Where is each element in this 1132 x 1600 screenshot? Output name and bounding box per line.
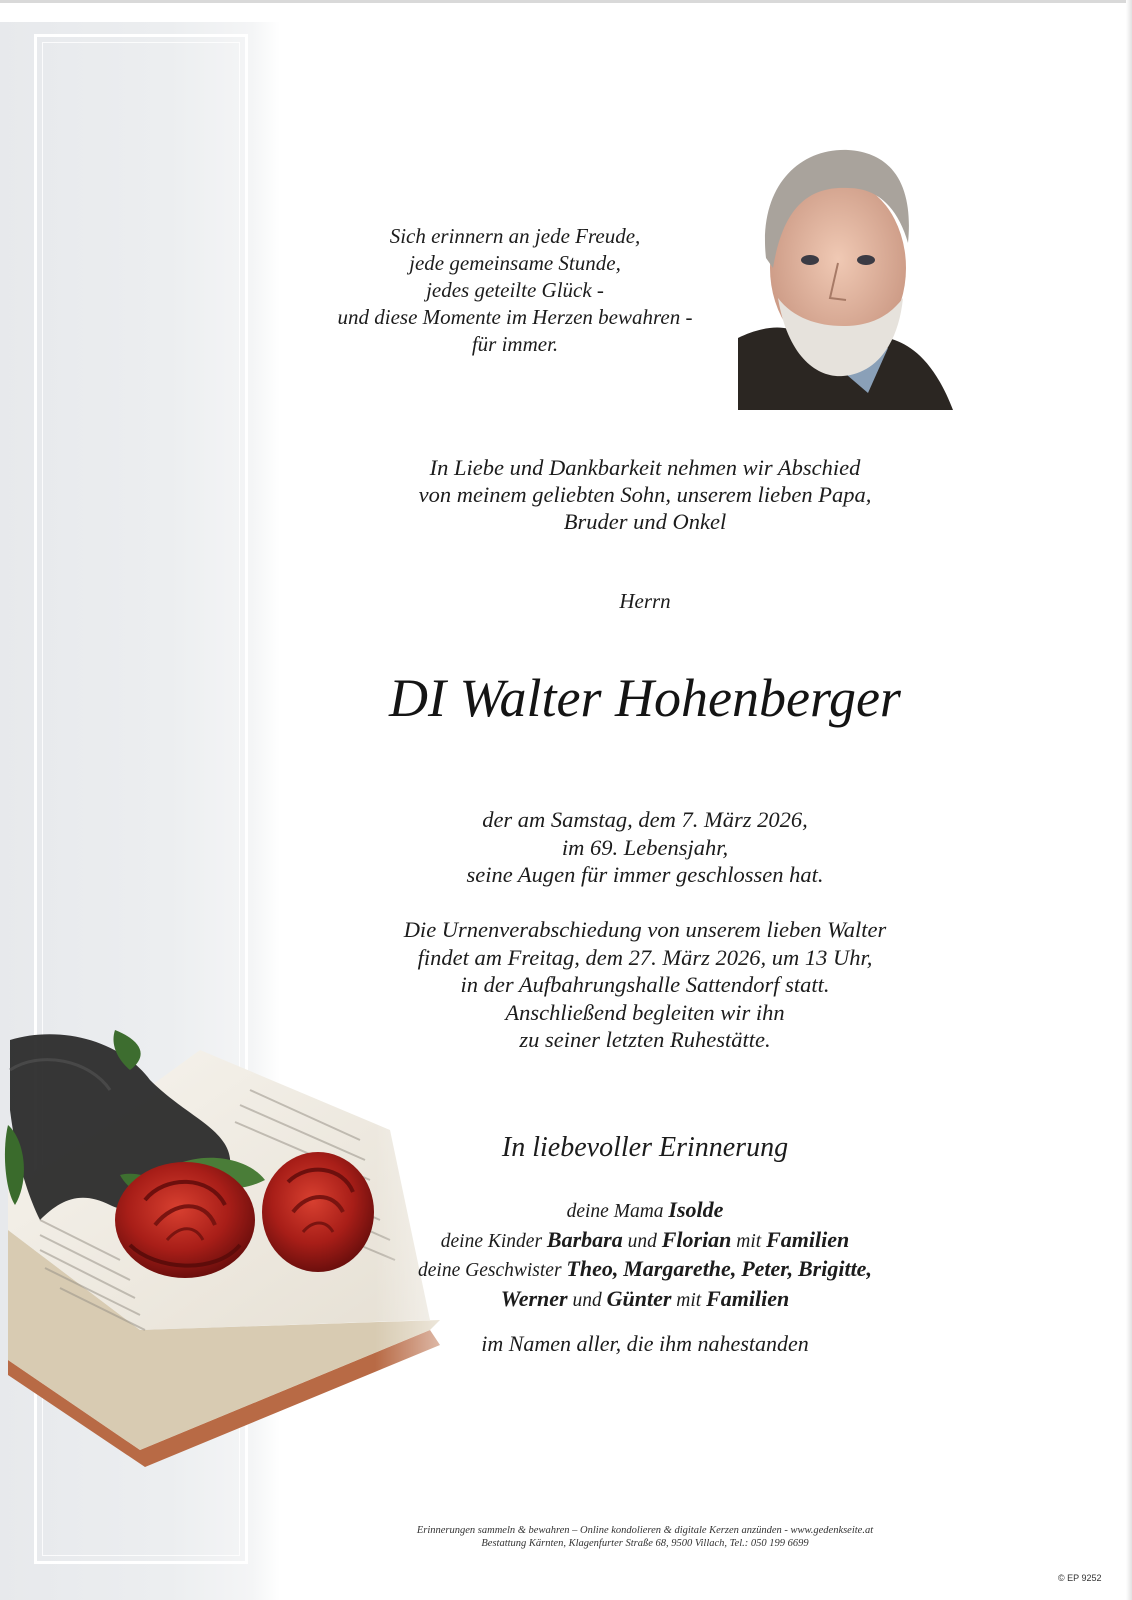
family-line-mother bbox=[340, 1196, 950, 1226]
family-member-name: Brigitte bbox=[798, 1256, 867, 1281]
footer bbox=[330, 1524, 960, 1550]
family-connector: und bbox=[572, 1289, 602, 1311]
farewell-intro bbox=[330, 454, 960, 535]
footer-line: Bestattung Kärnten, Klagenfurter Straße 68, 9500 Villach, Tel.: 050 199 6699 bbox=[481, 1538, 809, 1549]
family-separator: , bbox=[612, 1256, 619, 1281]
family-prefix: deine Kinder bbox=[440, 1230, 543, 1252]
poem-line: für immer. bbox=[471, 332, 559, 356]
family-member-name: Barbara bbox=[546, 1226, 623, 1252]
family-prefix: deine Geschwister bbox=[418, 1260, 562, 1281]
death-line: der am Samstag, dem 7. März 2026, bbox=[482, 807, 808, 832]
family-list bbox=[340, 1196, 950, 1314]
death-line: seine Augen für immer geschlossen hat. bbox=[466, 862, 824, 887]
death-notice bbox=[330, 806, 960, 889]
portrait-photo bbox=[738, 148, 958, 410]
family-member-name: Peter bbox=[741, 1256, 788, 1281]
family-connector: und bbox=[627, 1230, 657, 1252]
poem-line: und diese Momente im Herzen bewahren - bbox=[337, 305, 693, 329]
intro-line: In Liebe und Dankbarkeit nehmen wir Abschied bbox=[429, 455, 861, 480]
funeral-notice bbox=[330, 916, 960, 1054]
memory-heading: In liebevoller Erinnerung bbox=[501, 1132, 789, 1163]
family-connector: mit bbox=[736, 1230, 762, 1252]
family-separator: , bbox=[730, 1256, 737, 1281]
funeral-line: zu seiner letzten Ruhestätte. bbox=[519, 1027, 771, 1052]
signoff: im Namen aller, die ihm nahestanden bbox=[481, 1331, 809, 1356]
funeral-line: in der Aufbahrungshalle Sattendorf statt. bbox=[460, 972, 830, 997]
family-member-name: Isolde bbox=[668, 1197, 724, 1222]
family-separator: , bbox=[787, 1256, 794, 1281]
family-member-name: Theo bbox=[566, 1256, 613, 1281]
family-member-name: Werner bbox=[500, 1285, 568, 1311]
funeral-line: Die Urnenverabschiedung von unserem lieben Walter bbox=[403, 917, 887, 942]
ep-code: © EP 9252 bbox=[1058, 1573, 1102, 1583]
poem-line: jedes geteilte Glück - bbox=[426, 278, 604, 302]
family-prefix: deine Mama bbox=[566, 1201, 664, 1222]
family-member-name: Familien bbox=[706, 1285, 790, 1311]
funeral-line: Anschließend begleiten wir ihn bbox=[505, 999, 785, 1025]
scan-edge bbox=[0, 0, 1132, 3]
family-member-name: Familien bbox=[766, 1226, 850, 1252]
intro-line: Bruder und Onkel bbox=[563, 509, 727, 534]
salutation: Herrn bbox=[619, 589, 671, 613]
family-line-children bbox=[340, 1226, 950, 1256]
death-line: im 69. Lebensjahr, bbox=[561, 834, 729, 860]
family-line-siblings-cont bbox=[340, 1285, 950, 1315]
footer-line: Erinnerungen sammeln & bewahren – Online kondolieren & digitale Kerzen anzünden - www.gedenkseite.at bbox=[416, 1525, 874, 1536]
scan-edge-right bbox=[1126, 0, 1132, 1600]
family-separator: , bbox=[866, 1256, 872, 1281]
poem bbox=[300, 223, 730, 358]
family-member-name: Florian bbox=[661, 1226, 732, 1252]
intro-line: von meinem geliebten Sohn, unserem lieben Papa, bbox=[418, 482, 872, 507]
family-member-name: Margarethe bbox=[623, 1256, 731, 1281]
deceased-name: DI Walter Hohenberger bbox=[389, 668, 901, 728]
family-member-name: Günter bbox=[606, 1285, 672, 1311]
family-line-siblings bbox=[340, 1255, 950, 1285]
funeral-line: findet am Freitag, dem 27. März 2026, um 13 Uhr, bbox=[417, 944, 873, 970]
poem-line: jede gemeinsame Stunde, bbox=[409, 251, 621, 275]
poem-line: Sich erinnern an jede Freude, bbox=[389, 224, 641, 248]
family-connector: mit bbox=[676, 1289, 702, 1311]
